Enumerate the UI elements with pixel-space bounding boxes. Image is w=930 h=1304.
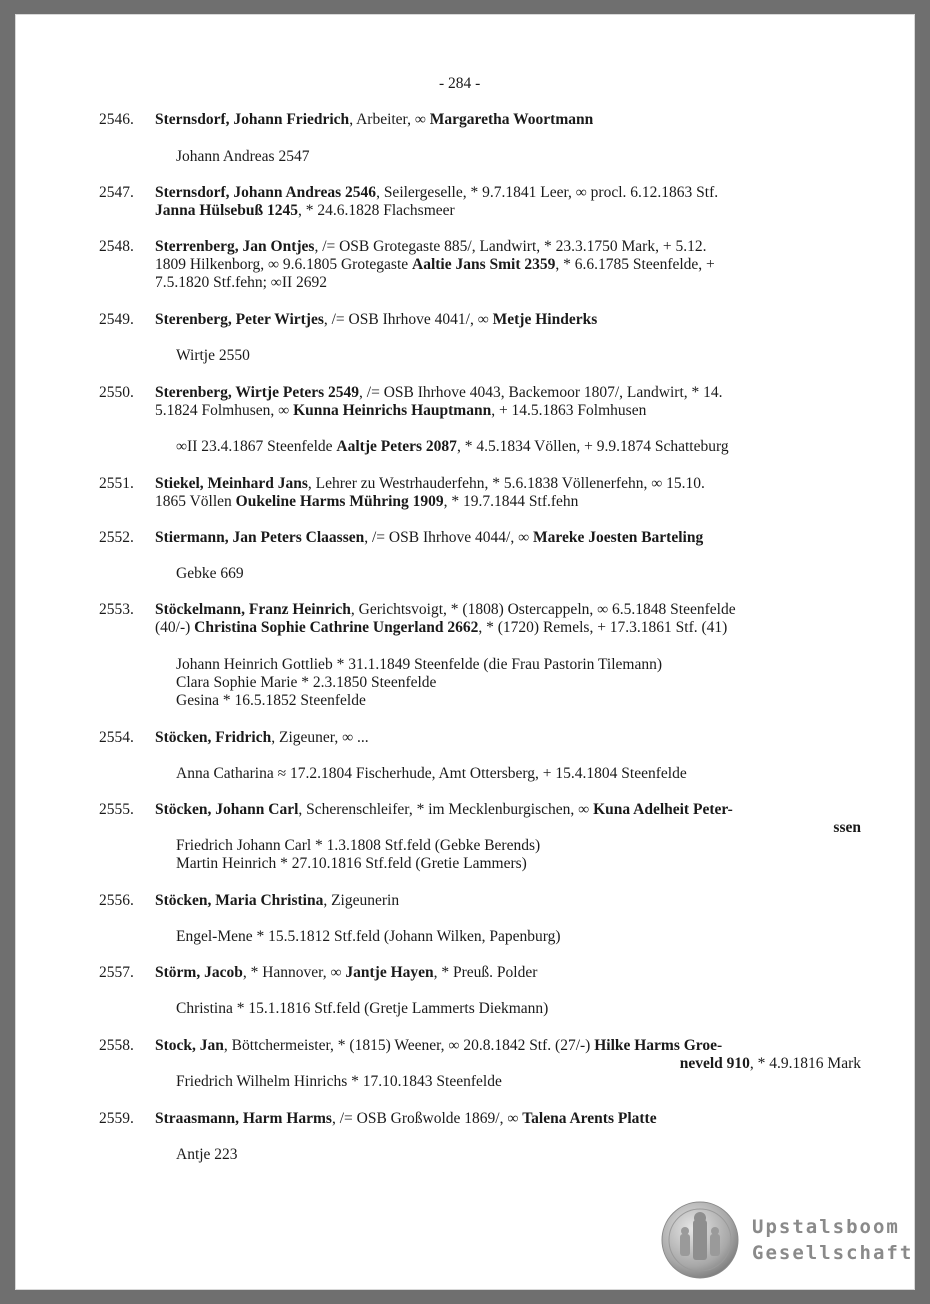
entry-2550-cont: 5.1824 Folmhusen, ∞ Kunna Heinrichs Hauptmann, + 14.5.1863 Folmhusen bbox=[155, 402, 647, 419]
entry-number: 2553. bbox=[99, 601, 134, 618]
entry-number: 2556. bbox=[99, 892, 134, 909]
page-number: - 284 - bbox=[439, 75, 481, 92]
document-page bbox=[15, 14, 915, 1290]
entry-number: 2548. bbox=[99, 238, 134, 255]
entry-2554: Stöcken, Fridrich, Zigeuner, ∞ ... bbox=[155, 729, 369, 746]
entry-2548: Sterrenberg, Jan Ontjes, /= OSB Grotegaste 885/, Landwirt, * 23.3.1750 Mark, + 5.12. bbox=[155, 238, 707, 255]
entry-2555: Stöcken, Johann Carl, Scherenschleifer, * im Mecklenburgischen, ∞ Kuna Adelheit Peter- bbox=[155, 801, 733, 818]
entry-number: 2551. bbox=[99, 475, 134, 492]
entry-number: 2549. bbox=[99, 311, 134, 328]
child-line: Friedrich Wilhelm Hinrichs * 17.10.1843 Steenfelde bbox=[176, 1073, 502, 1090]
entry-2555-spouse-cont: ssen bbox=[833, 819, 861, 836]
entry-2559: Straasmann, Harm Harms, /= OSB Großwolde 1869/, ∞ Talena Arents Platte bbox=[155, 1110, 657, 1127]
entry-2548-cont: 1809 Hilkenborg, ∞ 9.6.1805 Grotegaste Aaltie Jans Smit 2359, * 6.6.1785 Steenfelde, + bbox=[155, 256, 715, 273]
child-line: Gebke 669 bbox=[176, 565, 244, 582]
entry-2547: Sternsdorf, Johann Andreas 2546, Seilergeselle, * 9.7.1841 Leer, ∞ procl. 6.12.1863 Stf. bbox=[155, 184, 719, 201]
entry-2553-cont: (40/-) Christina Sophie Cathrine Ungerland 2662, * (1720) Remels, + 17.3.1861 Stf. (41) bbox=[155, 619, 728, 636]
entry-number: 2559. bbox=[99, 1110, 134, 1127]
child-line: Clara Sophie Marie * 2.3.1850 Steenfelde bbox=[176, 674, 437, 691]
entry-2549: Sterenberg, Peter Wirtjes, /= OSB Ihrhove 4041/, ∞ Metje Hinderks bbox=[155, 311, 598, 328]
child-line: Martin Heinrich * 27.10.1816 Stf.feld (Gretie Lammers) bbox=[176, 855, 527, 872]
child-line: Antje 223 bbox=[176, 1146, 238, 1163]
entry-number: 2546. bbox=[99, 111, 134, 128]
entry-number: 2550. bbox=[99, 384, 134, 401]
entry-2550-second-marriage: ∞II 23.4.1867 Steenfelde Aaltje Peters 2087, * 4.5.1834 Völlen, + 9.9.1874 Schatteburg bbox=[176, 438, 729, 455]
entry-number: 2557. bbox=[99, 964, 134, 981]
child-line: Friedrich Johann Carl * 1.3.1808 Stf.feld (Gebke Berends) bbox=[176, 837, 541, 854]
entry-2550: Sterenberg, Wirtje Peters 2549, /= OSB Ihrhove 4043, Backemoor 1807/, Landwirt, * 14. bbox=[155, 384, 723, 401]
child-line: Wirtje 2550 bbox=[176, 347, 250, 364]
entry-2551-cont: 1865 Völlen Oukeline Harms Mühring 1909, * 19.7.1844 Stf.fehn bbox=[155, 493, 579, 510]
entry-2556: Stöcken, Maria Christina, Zigeunerin bbox=[155, 892, 400, 909]
entry-number: 2552. bbox=[99, 529, 134, 546]
entry-2558: Stock, Jan, Böttchermeister, * (1815) Weener, ∞ 20.8.1842 Stf. (27/-) Hilke Harms Groe- bbox=[155, 1037, 723, 1054]
entry-number: 2554. bbox=[99, 729, 134, 746]
entry-2547-cont: Janna Hülsebuß 1245, * 24.6.1828 Flachsmeer bbox=[155, 202, 455, 219]
entry-2551: Stiekel, Meinhard Jans, Lehrer zu Westrhauderfehn, * 5.6.1838 Völlenerfehn, ∞ 15.10. bbox=[155, 475, 705, 492]
entry-number: 2555. bbox=[99, 801, 134, 818]
entry-2553: Stöckelmann, Franz Heinrich, Gerichtsvoigt, * (1808) Ostercappeln, ∞ 6.5.1848 Steenfelde bbox=[155, 601, 736, 618]
child-line: Christina * 15.1.1816 Stf.feld (Gretje Lammerts Diekmann) bbox=[176, 1000, 549, 1017]
logo-line-1: Upstalsboom bbox=[752, 1216, 900, 1238]
child-line: Johann Andreas 2547 bbox=[176, 148, 310, 165]
child-line: Gesina * 16.5.1852 Steenfelde bbox=[176, 692, 366, 709]
child-line: Engel-Mene * 15.5.1812 Stf.feld (Johann Wilken, Papenburg) bbox=[176, 928, 561, 945]
entry-2548-cont2: 7.5.1820 Stf.fehn; ∞II 2692 bbox=[155, 274, 328, 291]
entry-2552: Stiermann, Jan Peters Claassen, /= OSB Ihrhove 4044/, ∞ Mareke Joesten Barteling bbox=[155, 529, 704, 546]
child-line: Anna Catharina ≈ 17.2.1804 Fischerhude, Amt Ottersberg, + 15.4.1804 Steenfelde bbox=[176, 765, 687, 782]
seal-icon bbox=[660, 1200, 740, 1280]
entry-number: 2547. bbox=[99, 184, 134, 201]
entry-2558-cont: neveld 910, * 4.9.1816 Mark bbox=[679, 1055, 861, 1072]
entry-number: 2558. bbox=[99, 1037, 134, 1054]
child-line: Johann Heinrich Gottlieb * 31.1.1849 Steenfelde (die Frau Pastorin Tilemann) bbox=[176, 656, 663, 673]
entry-2557: Störm, Jacob, * Hannover, ∞ Jantje Hayen, * Preuß. Polder bbox=[155, 964, 538, 981]
logo-line-2: Gesellschaft bbox=[752, 1242, 914, 1264]
entry-2546: Sternsdorf, Johann Friedrich, Arbeiter, ∞ Margaretha Woortmann bbox=[155, 111, 594, 128]
